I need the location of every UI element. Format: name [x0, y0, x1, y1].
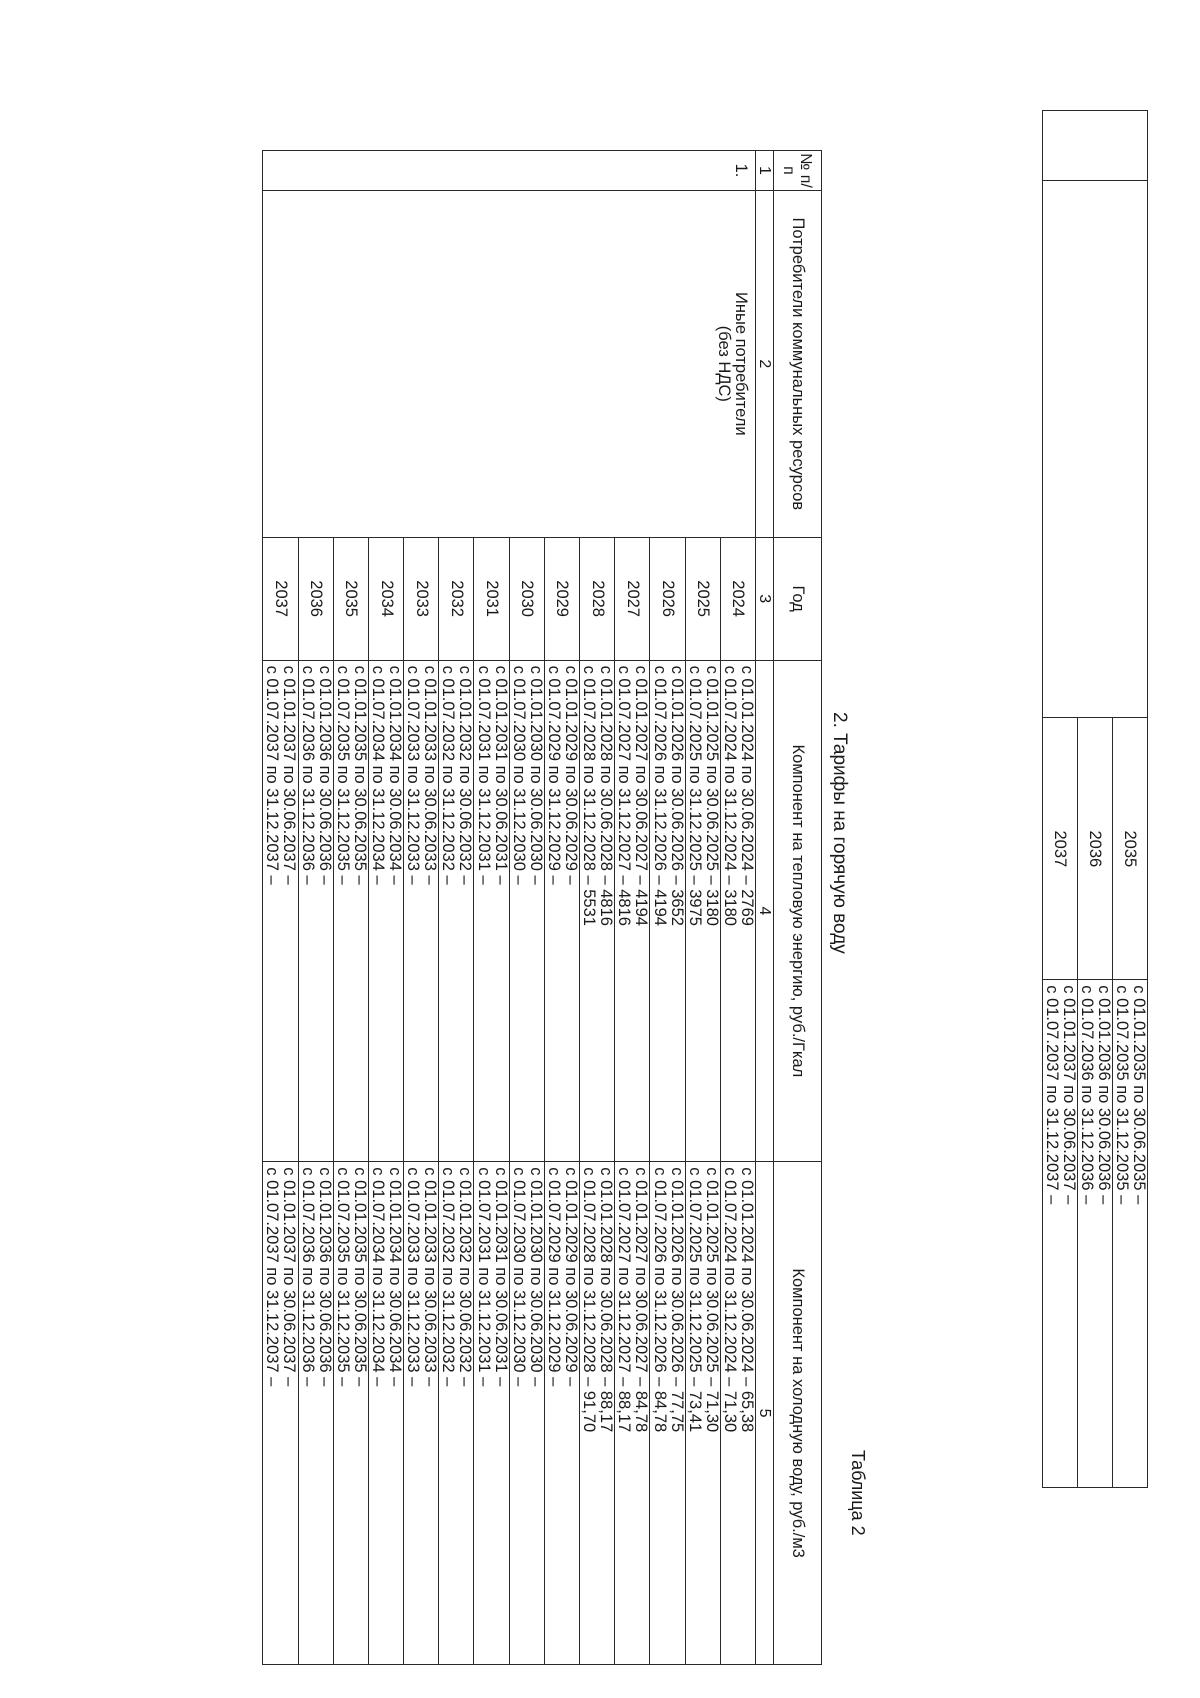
- section-title: 2. Тарифы на горячую воду: [829, 712, 850, 954]
- cold-tariff-line: с 01.07.2033 по 31.12.2033 –: [404, 1167, 423, 1387]
- cold-tariff-line: с 01.01.2024 по 30.06.2024 – 65,38: [737, 1167, 756, 1433]
- cold-tariff-line: с 01.01.2029 по 30.06.2029 –: [561, 1167, 580, 1387]
- col-number: 3: [756, 537, 774, 660]
- consumer-cell: [263, 190, 756, 537]
- header-consumers: Потребители коммунальных ресурсов: [774, 190, 822, 537]
- heat-tariff-line: с 01.07.2030 по 31.12.2030 –: [509, 665, 528, 885]
- heat-tariff-line: с 01.01.2034 по 30.06.2034 –: [386, 665, 405, 885]
- cold-tariff-line: с 01.07.2030 по 31.12.2030 –: [509, 1167, 528, 1387]
- cold-tariff-line: с 01.01.2033 по 30.06.2033 –: [421, 1167, 440, 1387]
- continuation-row: [1113, 111, 1148, 1488]
- continuation-year: 2036: [1078, 718, 1113, 980]
- heat-tariff: [368, 660, 403, 1162]
- cold-tariff: [404, 1162, 439, 1665]
- heat-tariff: [720, 660, 755, 1162]
- heat-tariff-line: с 01.01.2025 по 30.06.2025 – 3180: [702, 665, 721, 926]
- heat-tariff-line: с 01.01.2033 по 30.06.2033 –: [421, 665, 440, 885]
- cold-tariff-line: с 01.01.2031 по 30.06.2031 –: [491, 1167, 510, 1387]
- cold-tariff-line: с 01.07.2026 по 31.12.2026 – 84,78: [650, 1167, 669, 1433]
- continuation-cold-line: с 01.07.2036 по 31.12.2036 –: [1078, 985, 1096, 1205]
- year-cell: 2036: [298, 537, 333, 660]
- year-cell: 2031: [474, 537, 509, 660]
- table-label: Таблица 2: [848, 1450, 868, 1536]
- header-row: [774, 151, 822, 1665]
- heat-tariff: [404, 660, 439, 1162]
- heat-tariff-line: с 01.07.2028 по 31.12.2028 – 5531: [580, 665, 599, 926]
- heat-tariff: [580, 660, 615, 1162]
- heat-tariff: [298, 660, 333, 1162]
- heat-tariff-line: с 01.07.2036 по 31.12.2036 –: [298, 665, 317, 885]
- header-cold: Компонент на холодную воду, руб./м3: [774, 1162, 822, 1665]
- heat-tariff-line: с 01.07.2032 по 31.12.2032 –: [439, 665, 458, 885]
- year-cell: 2026: [650, 537, 685, 660]
- tariff-table-body: [263, 151, 822, 1665]
- cold-tariff-line: с 01.01.2030 по 30.06.2030 –: [526, 1167, 545, 1387]
- cold-tariff-line: с 01.01.2025 по 30.06.2025 – 71,30: [702, 1167, 721, 1433]
- cold-tariff-line: с 01.01.2032 по 30.06.2032 –: [456, 1167, 475, 1387]
- cold-tariff: [615, 1162, 650, 1665]
- cold-tariff-line: с 01.01.2037 по 30.06.2037 –: [280, 1167, 299, 1387]
- continuation-cold-line: с 01.07.2037 по 31.12.2037 –: [1043, 985, 1061, 1205]
- year-cell: 2034: [368, 537, 403, 660]
- heat-tariff: [439, 660, 474, 1162]
- heat-tariff-line: с 01.07.2029 по 31.12.2029 –: [544, 665, 563, 885]
- cold-tariff-line: с 01.01.2036 по 30.06.2036 –: [315, 1167, 334, 1387]
- continuation-cold-line: с 01.01.2036 по 30.06.2036 –: [1095, 985, 1113, 1205]
- cold-tariff-line: с 01.01.2034 по 30.06.2034 –: [386, 1167, 405, 1387]
- heat-tariff-line: с 01.01.2032 по 30.06.2032 –: [456, 665, 475, 885]
- heat-tariff-line: с 01.01.2036 по 30.06.2036 –: [315, 665, 334, 885]
- heat-tariff-line: с 01.07.2035 по 31.12.2035 –: [333, 665, 352, 885]
- continuation-cold-line: с 01.01.2037 по 30.06.2037 –: [1060, 985, 1078, 1205]
- year-cell: 2029: [544, 537, 579, 660]
- year-cell: 2037: [263, 537, 298, 660]
- continuation-cold: [1078, 980, 1113, 1488]
- cold-tariff: [509, 1162, 544, 1665]
- cold-tariff: [685, 1162, 720, 1665]
- continuation-cold: [1043, 980, 1078, 1488]
- year-cell: 2024: [720, 537, 755, 660]
- year-cell: 2035: [333, 537, 368, 660]
- col-number: 2: [756, 190, 774, 537]
- continuation-year: 2037: [1043, 718, 1078, 980]
- year-cell: 2027: [615, 537, 650, 660]
- continuation-cold-line: с 01.07.2035 по 31.12.2035 –: [1113, 985, 1131, 1205]
- tariff-table: [262, 150, 822, 1665]
- year-cell: 2030: [509, 537, 544, 660]
- cold-tariff-line: с 01.07.2031 по 31.12.2031 –: [474, 1167, 493, 1387]
- heat-tariff-line: с 01.01.2024 по 30.06.2024 – 2769: [737, 665, 756, 926]
- heat-tariff-line: с 01.07.2034 по 31.12.2034 –: [369, 665, 388, 885]
- continuation-table-body: [1043, 111, 1148, 1488]
- continuation-year: 2035: [1113, 718, 1148, 980]
- continuation-blank-cell: [1043, 111, 1148, 181]
- heat-tariff: [333, 660, 368, 1162]
- cold-tariff-line: с 01.01.2035 по 30.06.2035 –: [350, 1167, 369, 1387]
- heat-tariff-line: с 01.07.2027 по 31.12.2027 – 4816: [615, 665, 634, 926]
- cold-tariff: [720, 1162, 755, 1665]
- heat-tariff-line: с 01.07.2026 по 31.12.2026 – 4194: [650, 665, 669, 926]
- cold-tariff-line: с 01.07.2037 по 31.12.2037 –: [263, 1167, 282, 1387]
- cold-tariff: [544, 1162, 579, 1665]
- header-year: Год: [774, 537, 822, 660]
- cold-tariff-line: с 01.01.2026 по 30.06.2026 – 77,75: [667, 1167, 686, 1433]
- heat-tariff: [263, 660, 298, 1162]
- cold-tariff: [650, 1162, 685, 1665]
- cold-tariff-line: с 01.07.2035 по 31.12.2035 –: [333, 1167, 352, 1387]
- cold-tariff-line: с 01.07.2027 по 31.12.2027 – 88,17: [615, 1167, 634, 1433]
- heat-tariff-line: с 01.01.2029 по 30.06.2029 –: [561, 665, 580, 885]
- col-number: 4: [756, 660, 774, 1162]
- heat-tariff: [650, 660, 685, 1162]
- continuation-table: [1042, 110, 1148, 1488]
- table-row: [720, 151, 755, 1665]
- cold-tariff-line: с 01.07.2028 по 31.12.2028 – 91,70: [580, 1167, 599, 1433]
- cold-tariff-line: с 01.07.2024 по 31.12.2024 – 71,30: [720, 1167, 739, 1433]
- continuation-blank-cell: [1043, 180, 1148, 718]
- heat-tariff-line: с 01.01.2028 по 30.06.2028 – 4816: [597, 665, 616, 926]
- consumer-name: Иные потребители (без НДС): [715, 292, 750, 436]
- cold-tariff-line: с 01.07.2032 по 31.12.2032 –: [439, 1167, 458, 1387]
- cold-tariff: [439, 1162, 474, 1665]
- col-number: 1: [756, 151, 774, 191]
- year-cell: 2033: [404, 537, 439, 660]
- cold-tariff-line: с 01.07.2036 по 31.12.2036 –: [298, 1167, 317, 1387]
- column-number-row: [756, 151, 774, 1665]
- col-number: 5: [756, 1162, 774, 1665]
- heat-tariff-line: с 01.01.2027 по 30.06.2027 – 4194: [632, 665, 651, 926]
- heat-tariff-line: с 01.07.2031 по 31.12.2031 –: [474, 665, 493, 885]
- heat-tariff-line: с 01.01.2031 по 30.06.2031 –: [491, 665, 510, 885]
- heat-tariff-line: с 01.01.2030 по 30.06.2030 –: [526, 665, 545, 885]
- continuation-cold-line: с 01.01.2035 по 30.06.2035 –: [1130, 985, 1148, 1205]
- heat-tariff-line: с 01.07.2025 по 31.12.2025 – 3975: [685, 665, 704, 926]
- heat-tariff: [509, 660, 544, 1162]
- year-cell: 2025: [685, 537, 720, 660]
- year-cell: 2032: [439, 537, 474, 660]
- cold-tariff: [580, 1162, 615, 1665]
- header-heat: Компонент на тепловую энергию, руб./Гкал: [774, 660, 822, 1162]
- cold-tariff-line: с 01.01.2028 по 30.06.2028 – 88,17: [597, 1167, 616, 1433]
- heat-tariff-line: с 01.01.2035 по 30.06.2035 –: [350, 665, 369, 885]
- cold-tariff-line: с 01.07.2034 по 31.12.2034 –: [369, 1167, 388, 1387]
- header-num: № п/п: [774, 151, 822, 191]
- heat-tariff-line: с 01.07.2024 по 31.12.2024 – 3180: [720, 665, 739, 926]
- cold-tariff: [474, 1162, 509, 1665]
- heat-tariff: [544, 660, 579, 1162]
- heat-tariff-line: с 01.01.2037 по 30.06.2037 –: [280, 665, 299, 885]
- heat-tariff-line: с 01.07.2033 по 31.12.2033 –: [404, 665, 423, 885]
- heat-tariff-line: с 01.01.2026 по 30.06.2026 – 3652: [667, 665, 686, 926]
- heat-tariff-line: с 01.07.2037 по 31.12.2037 –: [263, 665, 282, 885]
- continuation-cold: [1113, 980, 1148, 1488]
- year-cell: 2028: [580, 537, 615, 660]
- cold-tariff-line: с 01.07.2025 по 31.12.2025 – 73,41: [685, 1167, 704, 1433]
- heat-tariff: [615, 660, 650, 1162]
- cold-tariff: [368, 1162, 403, 1665]
- cold-tariff-line: с 01.07.2029 по 31.12.2029 –: [544, 1167, 563, 1387]
- row-number: 1.: [263, 151, 756, 191]
- cold-tariff: [263, 1162, 298, 1665]
- heat-tariff: [685, 660, 720, 1162]
- cold-tariff-line: с 01.01.2027 по 30.06.2027 – 84,78: [632, 1167, 651, 1433]
- cold-tariff: [298, 1162, 333, 1665]
- cold-tariff: [333, 1162, 368, 1665]
- heat-tariff: [474, 660, 509, 1162]
